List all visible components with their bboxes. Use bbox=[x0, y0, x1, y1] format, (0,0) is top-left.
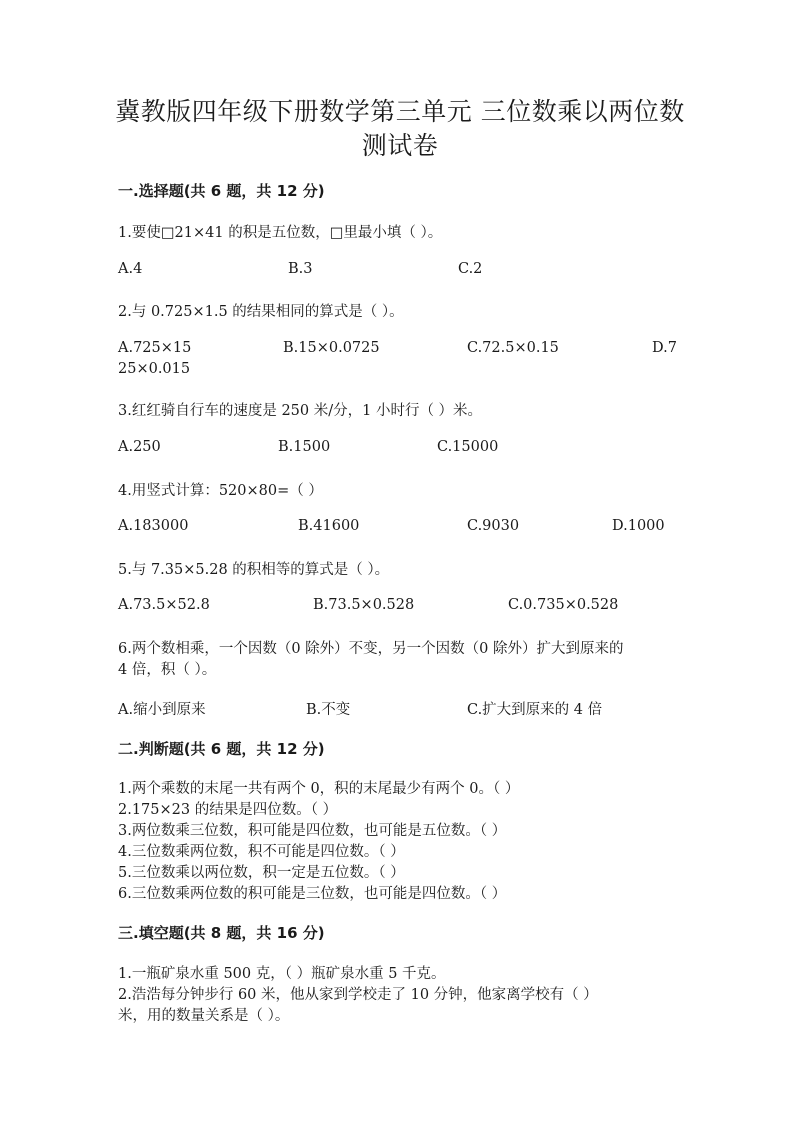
statement-item: 5.三位数乘以两位数，积一定是五位数。（ ） bbox=[118, 865, 405, 881]
section-heading-choice: 一.选择题(共 6 题，共 12 分) bbox=[118, 182, 325, 200]
option: A.725×15 bbox=[118, 340, 192, 356]
question-text: 6.两个数相乘，一个因数（0 除外）不变，另一个因数（0 除外）扩大到原来的 bbox=[118, 641, 624, 657]
option: A.缩小到原来 bbox=[118, 702, 206, 718]
option: B.不变 bbox=[306, 702, 351, 718]
fill-blank-item: 2.浩浩每分钟步行 60 米，他从家到学校走了 10 分钟，他家离学校有（ ） bbox=[118, 987, 598, 1003]
option: C.0.735×0.528 bbox=[508, 597, 619, 613]
option: A.73.5×52.8 bbox=[118, 597, 210, 613]
option: A.4 bbox=[118, 261, 143, 277]
option: A.183000 bbox=[118, 518, 189, 534]
option: B.1500 bbox=[278, 439, 331, 455]
option: D.1000 bbox=[612, 518, 665, 534]
statement-item: 1.两个乘数的末尾一共有两个 0，积的末尾最少有两个 0。（ ） bbox=[118, 781, 520, 797]
question-text-continued: 4 倍，积（ ）。 bbox=[118, 662, 217, 678]
option: B.15×0.0725 bbox=[283, 340, 380, 356]
option: D.7 bbox=[652, 340, 677, 356]
option: B.73.5×0.528 bbox=[313, 597, 415, 613]
option: B.3 bbox=[288, 261, 313, 277]
page-title-line2: 测试卷 bbox=[361, 131, 439, 160]
question-text: 1.要使□21×41 的积是五位数，□里最小填（ ）。 bbox=[118, 225, 443, 241]
question-text: 4.用竖式计算：520×80=（ ） bbox=[118, 483, 323, 499]
statement-item: 3.两位数乘三位数，积可能是四位数，也可能是五位数。（ ） bbox=[118, 823, 507, 839]
statement-item: 4.三位数乘两位数，积不可能是四位数。（ ） bbox=[118, 844, 405, 860]
question-text: 3.红红骑自行车的速度是 250 米/分，1 小时行（ ）米。 bbox=[118, 403, 483, 419]
option: C.2 bbox=[458, 261, 483, 277]
page-title: 冀教版四年级下册数学第三单元 三位数乘以两位数 bbox=[115, 97, 685, 126]
fill-blank-item: 1.一瓶矿泉水重 500 克，（ ）瓶矿泉水重 5 千克。 bbox=[118, 966, 446, 982]
option-continued: 25×0.015 bbox=[118, 361, 191, 377]
section-heading-judgement: 二.判断题(共 6 题，共 12 分) bbox=[118, 740, 325, 758]
option: C.15000 bbox=[437, 439, 499, 455]
option: A.250 bbox=[118, 439, 161, 455]
option: C.扩大到原来的 4 倍 bbox=[467, 702, 603, 718]
question-text: 2.与 0.725×1.5 的结果相同的算式是（ ）。 bbox=[118, 304, 404, 320]
section-heading-fill-blank: 三.填空题(共 8 题，共 16 分) bbox=[118, 924, 325, 942]
question-text: 5.与 7.35×5.28 的积相等的算式是（ ）。 bbox=[118, 562, 390, 578]
statement-item: 6.三位数乘两位数的积可能是三位数，也可能是四位数。（ ） bbox=[118, 886, 507, 902]
option: C.9030 bbox=[467, 518, 520, 534]
statement-item: 2.175×23 的结果是四位数。（ ） bbox=[118, 802, 338, 818]
option: C.72.5×0.15 bbox=[467, 340, 559, 356]
option: B.41600 bbox=[298, 518, 360, 534]
fill-blank-item-continued: 米，用的数量关系是（ ）。 bbox=[118, 1008, 290, 1024]
